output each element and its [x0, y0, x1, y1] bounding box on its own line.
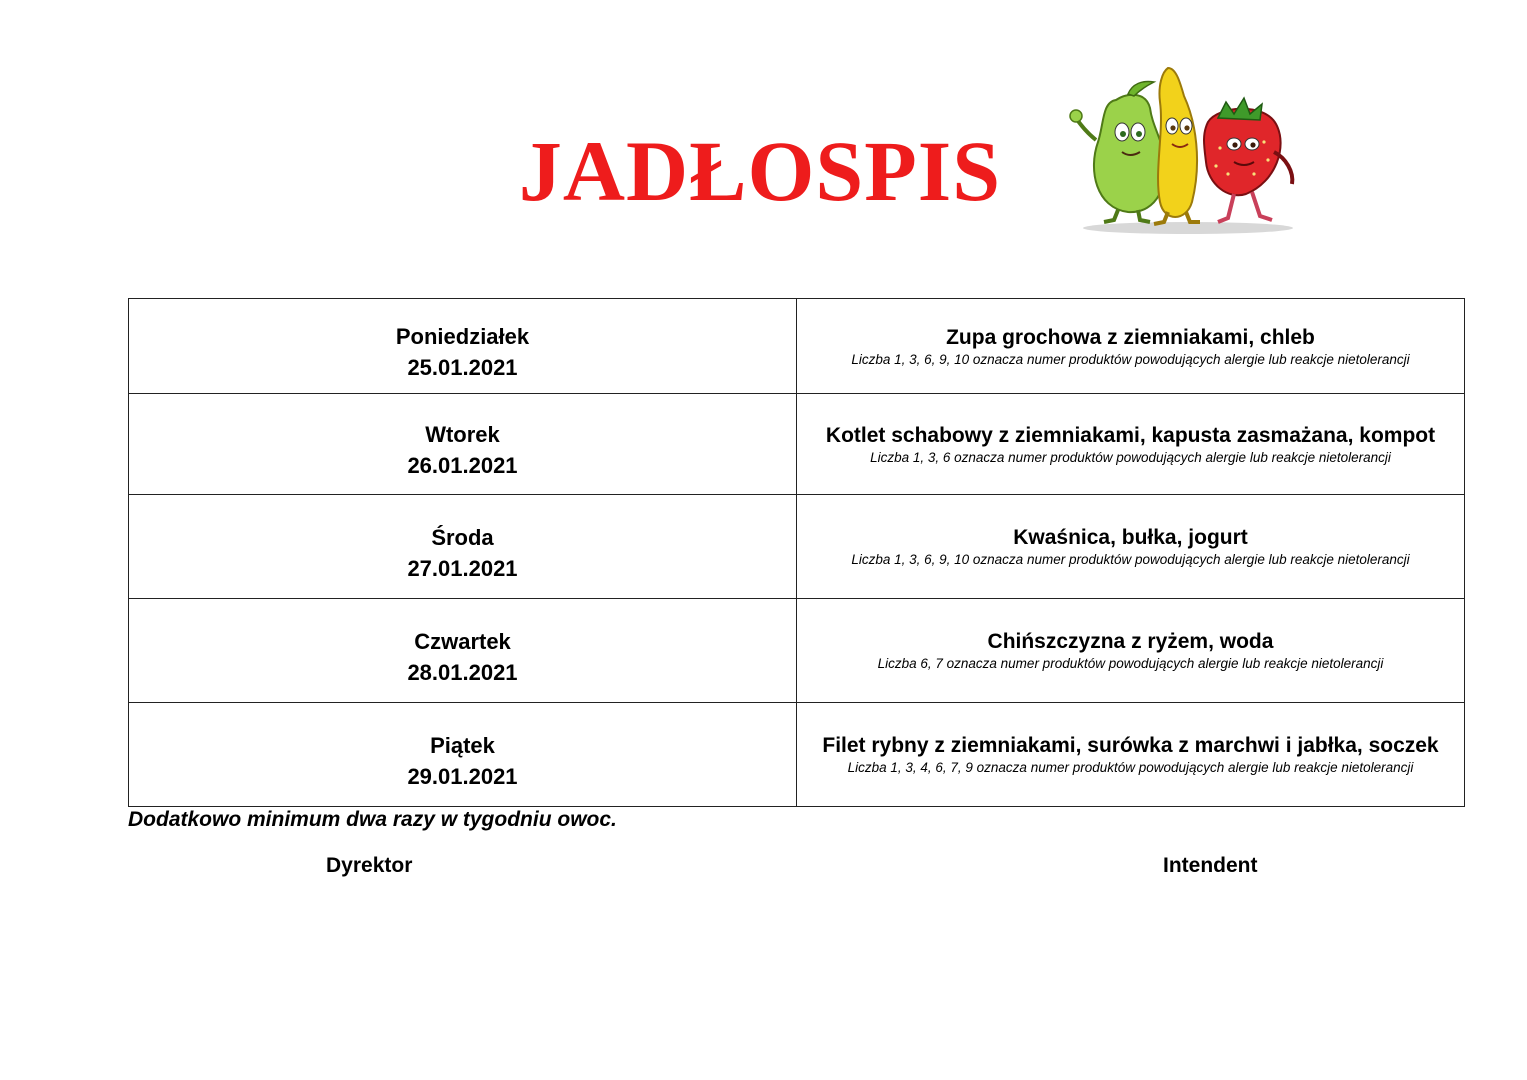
dish-cell: [797, 299, 1465, 394]
table-row: [129, 599, 1465, 703]
allergy-note: Liczba 1, 3, 6, 9, 10 oznacza numer produktów powodujących alergie lub reakcje nietolerancji: [851, 552, 1410, 567]
signature-director: Dyrektor: [326, 854, 413, 877]
day-date: 29.01.2021: [407, 763, 518, 789]
day-cell: [129, 394, 797, 495]
table-row: [129, 703, 1465, 807]
dish-name: Filet rybny z ziemniakami, surówka z marchwi i jabłka, soczek: [822, 734, 1439, 757]
table-row: [129, 299, 1465, 394]
day-name: Wtorek: [425, 422, 500, 447]
allergy-note: Liczba 6, 7 oznacza numer produktów powodujących alergie lub reakcje nietolerancji: [877, 656, 1384, 671]
banana-mascot-icon: [1154, 68, 1200, 224]
day-name: Czwartek: [414, 628, 511, 654]
fruit-mascots-illustration: [1068, 62, 1308, 237]
dish-name: Zupa grochowa z ziemniakami, chleb: [946, 325, 1315, 349]
dish-cell: [797, 703, 1465, 807]
day-date: 28.01.2021: [407, 659, 518, 685]
dish-name: Kwaśnica, bułka, jogurt: [1013, 526, 1248, 549]
table-row: [129, 495, 1465, 599]
day-date: 27.01.2021: [407, 555, 518, 581]
day-cell: [129, 299, 797, 394]
allergy-note: Liczba 1, 3, 4, 6, 7, 9 oznacza numer produktów powodujących alergie lub reakcje nietolerancji: [847, 760, 1414, 775]
table-row: [129, 394, 1465, 495]
day-cell: [129, 495, 797, 599]
day-name: Piątek: [430, 732, 495, 758]
day-cell: [129, 703, 797, 807]
pear-mascot-icon: [1070, 82, 1166, 223]
dish-cell: [797, 394, 1465, 495]
strawberry-mascot-icon: [1204, 98, 1292, 222]
fruit-note: Dodatkowo minimum dwa razy w tygodniu owoc.: [128, 808, 617, 831]
day-name: Środa: [431, 524, 494, 550]
allergy-note: Liczba 1, 3, 6 oznacza numer produktów powodujących alergie lub reakcje nietolerancji: [870, 449, 1391, 465]
day-cell: [129, 599, 797, 703]
day-date: 26.01.2021: [407, 453, 518, 478]
signature-intendant: Intendent: [1163, 854, 1258, 877]
day-name: Poniedziałek: [395, 324, 530, 349]
dish-name: Chińszczyzna z ryżem, woda: [987, 630, 1274, 653]
dish-name: Kotlet schabowy z ziemniakami, kapusta zasmażana, kompot: [825, 423, 1436, 447]
dish-cell: [797, 495, 1465, 599]
dish-cell: [797, 599, 1465, 703]
allergy-note: Liczba 1, 3, 6, 9, 10 oznacza numer produktów powodujących alergie lub reakcje nietolerancji: [851, 351, 1410, 367]
day-date: 25.01.2021: [407, 355, 518, 380]
menu-table: [128, 298, 1465, 807]
page-title: JADŁOSPIS: [518, 123, 1002, 219]
